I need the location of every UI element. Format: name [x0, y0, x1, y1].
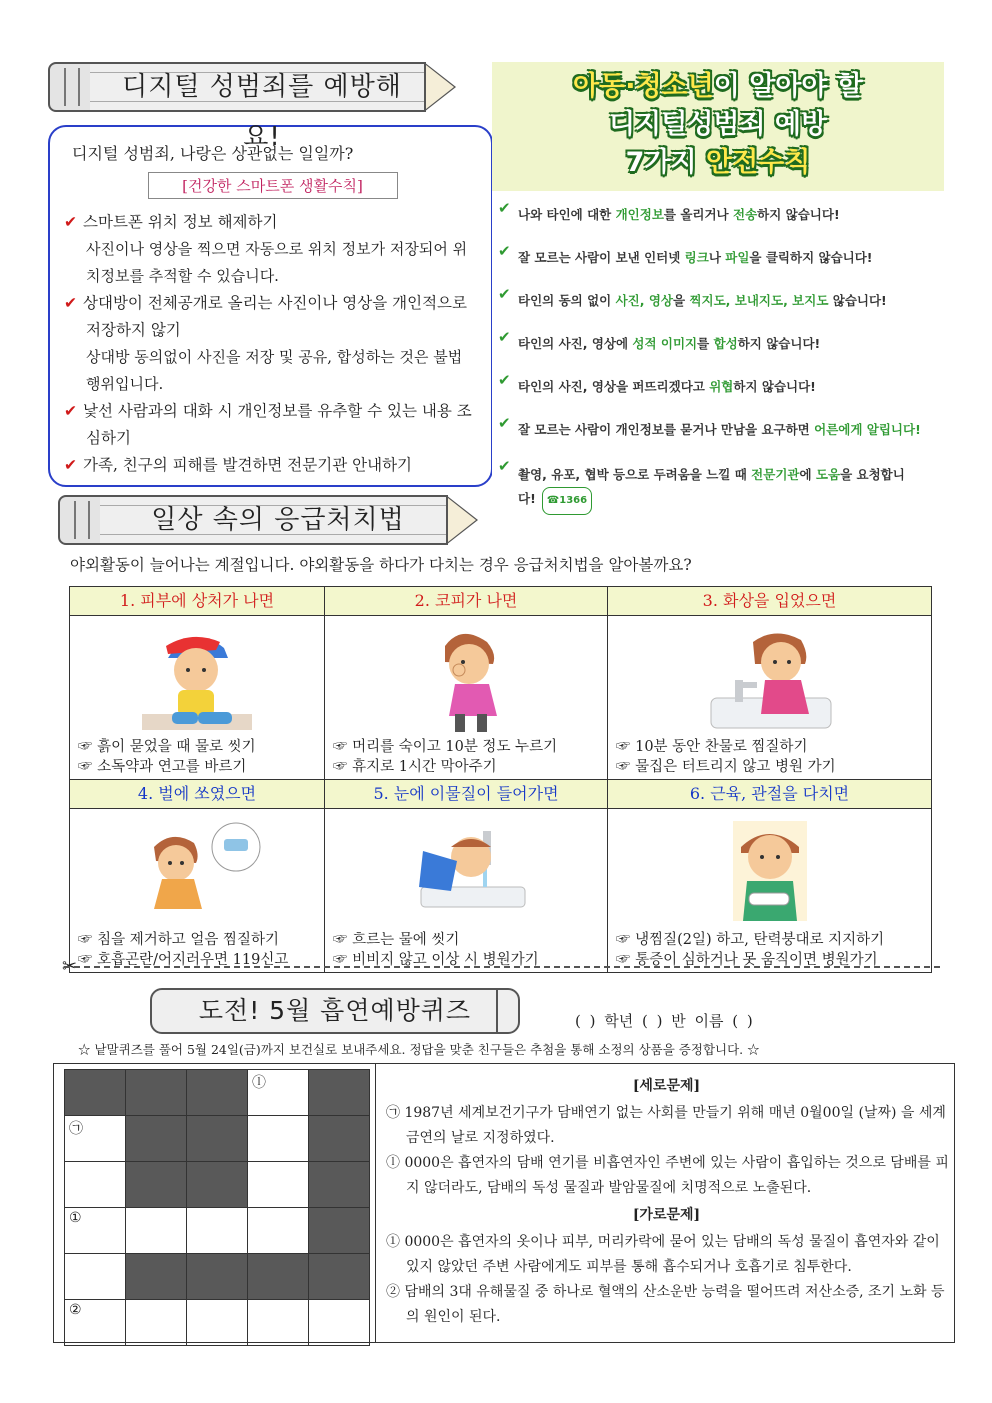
- first-aid-card: [325, 809, 608, 973]
- section-banner-digital: [48, 62, 456, 152]
- grid-cell-blocked: [309, 1070, 370, 1116]
- student-info-fields[interactable]: ( ) 학년 ( ) 반 이름 ( ): [575, 1012, 753, 1030]
- clue: ⓛ 0000은 흡연자의 담배 연기를 비흡연자인 주변에 있는 사람이 흡입하는 것으로 담배를 피지 않더라도, 담배의 독성 물질과 발암물질에 치명적으로 노출된다.: [386, 1155, 949, 1196]
- rule-item: ✔ 나와 타인에 대한 개인정보를 올리거나 전송하지 않습니다!: [498, 199, 840, 222]
- first-aid-line: ☞ 머리를 숙이고 10분 정도 누르기: [333, 739, 558, 755]
- grid-cell[interactable]: [126, 1208, 187, 1254]
- burn-cooling-illustration: [705, 624, 835, 734]
- crossword-clues: [384, 1072, 949, 1330]
- first-aid-header: 4. 벌에 쏘였으면: [70, 780, 325, 809]
- quiz-title: 도전! 5월 흡연예방퀴즈: [198, 996, 472, 1025]
- grid-cell-blocked: [126, 1070, 187, 1116]
- tip-item: [64, 209, 481, 290]
- check-icon: ✔: [64, 294, 77, 312]
- check-icon: ✔: [64, 213, 77, 231]
- grid-cell[interactable]: [248, 1116, 309, 1162]
- crossword-grid: [64, 1069, 370, 1346]
- rule-item: ✔ 타인의 사진, 영상에 성적 이미지를 합성하지 않습니다!: [498, 328, 821, 351]
- grid-cell-blocked: [126, 1162, 187, 1208]
- grid-cell-blocked: [187, 1116, 248, 1162]
- check-icon: ✔: [64, 456, 77, 474]
- check-icon: ✔: [498, 242, 511, 260]
- seven-safety-rules-panel: [492, 62, 944, 522]
- tip-title: 상대방이 전체공개로 올리는 사진이나 영상을 개인적으로 저장하지 않기: [83, 294, 467, 339]
- grid-cell-blocked: [309, 1116, 370, 1162]
- grid-cell[interactable]: [187, 1300, 248, 1346]
- first-aid-line: ☞ 통증이 심하거나 못 움직이면 병원가기: [616, 952, 878, 968]
- grid-cell[interactable]: [248, 1300, 309, 1346]
- first-aid-line: ☞ 호흡곤란/어지러우면 119신고: [78, 952, 289, 968]
- grid-cell[interactable]: ㉠: [65, 1116, 126, 1162]
- hotline-badge: ☎1366: [542, 487, 592, 515]
- rule-item: ✔ 타인의 사진, 영상을 퍼뜨리겠다고 위협하지 않습니다!: [498, 371, 816, 394]
- check-icon: ✔: [498, 285, 511, 303]
- clue: ② 담배의 3대 유해물질 중 하나로 혈액의 산소운반 능력을 떨어뜨려 저산소증, 조기 노화 등의 원인이 된다.: [386, 1284, 945, 1325]
- rule-item: ✔ 타인의 동의 없이 사진, 영상을 찍지도, 보내지도, 보지도 않습니다!: [498, 285, 887, 308]
- tip-title: 스마트폰 위치 정보 해제하기: [83, 213, 278, 231]
- smartphone-tips-box: [48, 125, 493, 487]
- tip-item: [64, 290, 481, 398]
- grid-cell-blocked: [187, 1070, 248, 1116]
- rules-header-highlight: 아동·청소년: [573, 71, 714, 102]
- grid-cell[interactable]: [248, 1162, 309, 1208]
- first-aid-header: 3. 화상을 입었으면: [608, 587, 932, 616]
- grid-cell-blocked: [126, 1254, 187, 1300]
- tips-question: 디지털 성범죄, 나랑은 상관없는 일일까?: [72, 144, 354, 163]
- tip-desc: 사진이나 영상을 찍으면 자동으로 위치 정보가 저장되어 위치정보를 추적할 수 있습니다.: [86, 240, 468, 285]
- quiz-notice: ☆ 낱말퀴즈를 풀어 5월 24일(금)까지 보건실로 보내주세요. 정답을 맞춘 친구들은 추첨을 통해 소정의 상품을 증정합니다. ☆: [78, 1042, 760, 1057]
- check-icon: ✔: [64, 402, 77, 420]
- clue: ① 0000은 흡연자의 옷이나 피부, 머리카락에 묻어 있는 담배의 독성 물질이 흡연자와 같이 있지 않았던 주변 사람에게도 피부를 통해 흡수되거나 호흡기로 침투한다.: [386, 1234, 940, 1275]
- first-aid-header: 5. 눈에 이물질이 들어가면: [325, 780, 608, 809]
- grid-cell-blocked: [309, 1254, 370, 1300]
- bee-sting-illustration: [132, 817, 262, 927]
- check-icon: ✔: [498, 371, 511, 389]
- grid-cell-blocked: [309, 1162, 370, 1208]
- first-aid-line: ☞ 침을 제거하고 얼음 찜질하기: [78, 932, 280, 948]
- grid-cell-blocked: [187, 1162, 248, 1208]
- grid-cell-blocked: [248, 1254, 309, 1300]
- grid-cell-blocked: [309, 1208, 370, 1254]
- injured-arm-illustration: [705, 817, 835, 927]
- grid-cell[interactable]: [248, 1208, 309, 1254]
- rules-header-line2: 디지털성범죄 예방: [608, 109, 828, 140]
- rule-item: ✔ 잘 모르는 사람이 보낸 인터넷 링크나 파일을 클릭하지 않습니다!: [498, 242, 873, 265]
- check-icon: ✔: [498, 328, 511, 346]
- vertical-clues-title: [세로문제]: [632, 1078, 701, 1094]
- rules-header-text: 7가지: [625, 147, 707, 178]
- crossword-box: [53, 1063, 955, 1343]
- tip-item: [64, 452, 481, 479]
- grid-cell[interactable]: ⓛ: [248, 1070, 309, 1116]
- tip-title: 낯선 사람과의 대화 시 개인정보를 유추할 수 있는 내용 조심하기: [83, 402, 472, 447]
- first-aid-header: 2. 코피가 나면: [325, 587, 608, 616]
- rule-item: ✔ 촬영, 유포, 협박 등으로 두려움을 느낄 때 전문기관에 도움을 요청합니다! ☎1366: [498, 457, 944, 513]
- grid-cell-blocked: [65, 1070, 126, 1116]
- cut-line: [64, 966, 940, 968]
- grid-cell[interactable]: [65, 1254, 126, 1300]
- tip-item: [64, 398, 481, 452]
- first-aid-line: ☞ 소독약과 연고를 바르기: [78, 759, 247, 775]
- first-aid-line: ☞ 냉찜질(2일) 하고, 탄력붕대로 지지하기: [616, 932, 885, 948]
- check-icon: ✔: [498, 199, 511, 217]
- first-aid-card: [325, 616, 608, 780]
- eye-washing-illustration: [401, 817, 531, 927]
- rule-item: ✔ 잘 모르는 사람이 개인정보를 묻거나 만남을 요구하면 어른에게 알립니다!: [498, 414, 921, 437]
- first-aid-line: ☞ 흐르는 물에 씻기: [333, 932, 460, 948]
- grid-cell[interactable]: ②: [65, 1300, 126, 1346]
- section-title: 디지털 성범죄를 예방해요!: [122, 72, 402, 152]
- first-aid-header: 6. 근육, 관절을 다치면: [608, 780, 932, 809]
- check-icon: ✔: [498, 414, 511, 432]
- grid-cell[interactable]: ①: [65, 1208, 126, 1254]
- clue: ㉠ 1987년 세계보건기구가 담배연기 없는 사회를 만들기 위해 매년 0월00일 (날짜) 을 세계 금연의 날로 지정하였다.: [386, 1105, 946, 1146]
- section-title: 일상 속의 응급처치법: [151, 505, 405, 535]
- section-banner-firstaid: [58, 495, 478, 545]
- rules-header-text: 이 알아야 할: [713, 71, 863, 102]
- scissors-icon: ✂: [62, 956, 78, 977]
- grid-cell-blocked: [187, 1254, 248, 1300]
- first-aid-line: ☞ 흙이 묻었을 때 물로 씻기: [78, 739, 256, 755]
- first-aid-header: 1. 피부에 상처가 나면: [70, 587, 325, 616]
- check-icon: ✔: [498, 457, 511, 475]
- nosebleed-illustration: [401, 624, 531, 734]
- grid-cell[interactable]: [126, 1300, 187, 1346]
- first-aid-intro: 야외활동이 늘어나는 계절입니다. 야외활동을 하다가 다치는 경우 응급처치법을 알아볼까요?: [70, 556, 692, 574]
- first-aid-line: ☞ 휴지로 1시간 막아주기: [333, 759, 497, 775]
- grid-cell[interactable]: [187, 1208, 248, 1254]
- first-aid-line: ☞ 비비지 않고 이상 시 병원가기: [333, 952, 539, 968]
- tips-subtitle: [건강한 스마트폰 생활수칙]: [148, 172, 398, 199]
- quiz-banner: [150, 988, 520, 1034]
- tip-desc: 상대방 동의없이 사진을 저장 및 공유, 합성하는 것은 불법 행위입니다.: [86, 348, 463, 393]
- rules-header-highlight: 안전수칙: [706, 147, 811, 178]
- horizontal-clues-title: [가로문제]: [632, 1207, 701, 1223]
- first-aid-card: [70, 809, 325, 973]
- rules-header: [492, 62, 944, 191]
- first-aid-table: [69, 586, 932, 973]
- first-aid-line: ☞ 물집은 터트리지 않고 병원 가기: [616, 759, 836, 775]
- grid-cell[interactable]: [309, 1300, 370, 1346]
- first-aid-line: ☞ 10분 동안 찬물로 찜질하기: [616, 739, 808, 755]
- first-aid-card: [70, 616, 325, 780]
- grid-cell[interactable]: [65, 1162, 126, 1208]
- grid-cell-blocked: [126, 1116, 187, 1162]
- scraped-knee-illustration: [132, 624, 262, 734]
- first-aid-card: [608, 616, 932, 780]
- tip-title: 가족, 친구의 피해를 발견하면 전문기관 안내하기: [83, 456, 413, 474]
- first-aid-card: [608, 809, 932, 973]
